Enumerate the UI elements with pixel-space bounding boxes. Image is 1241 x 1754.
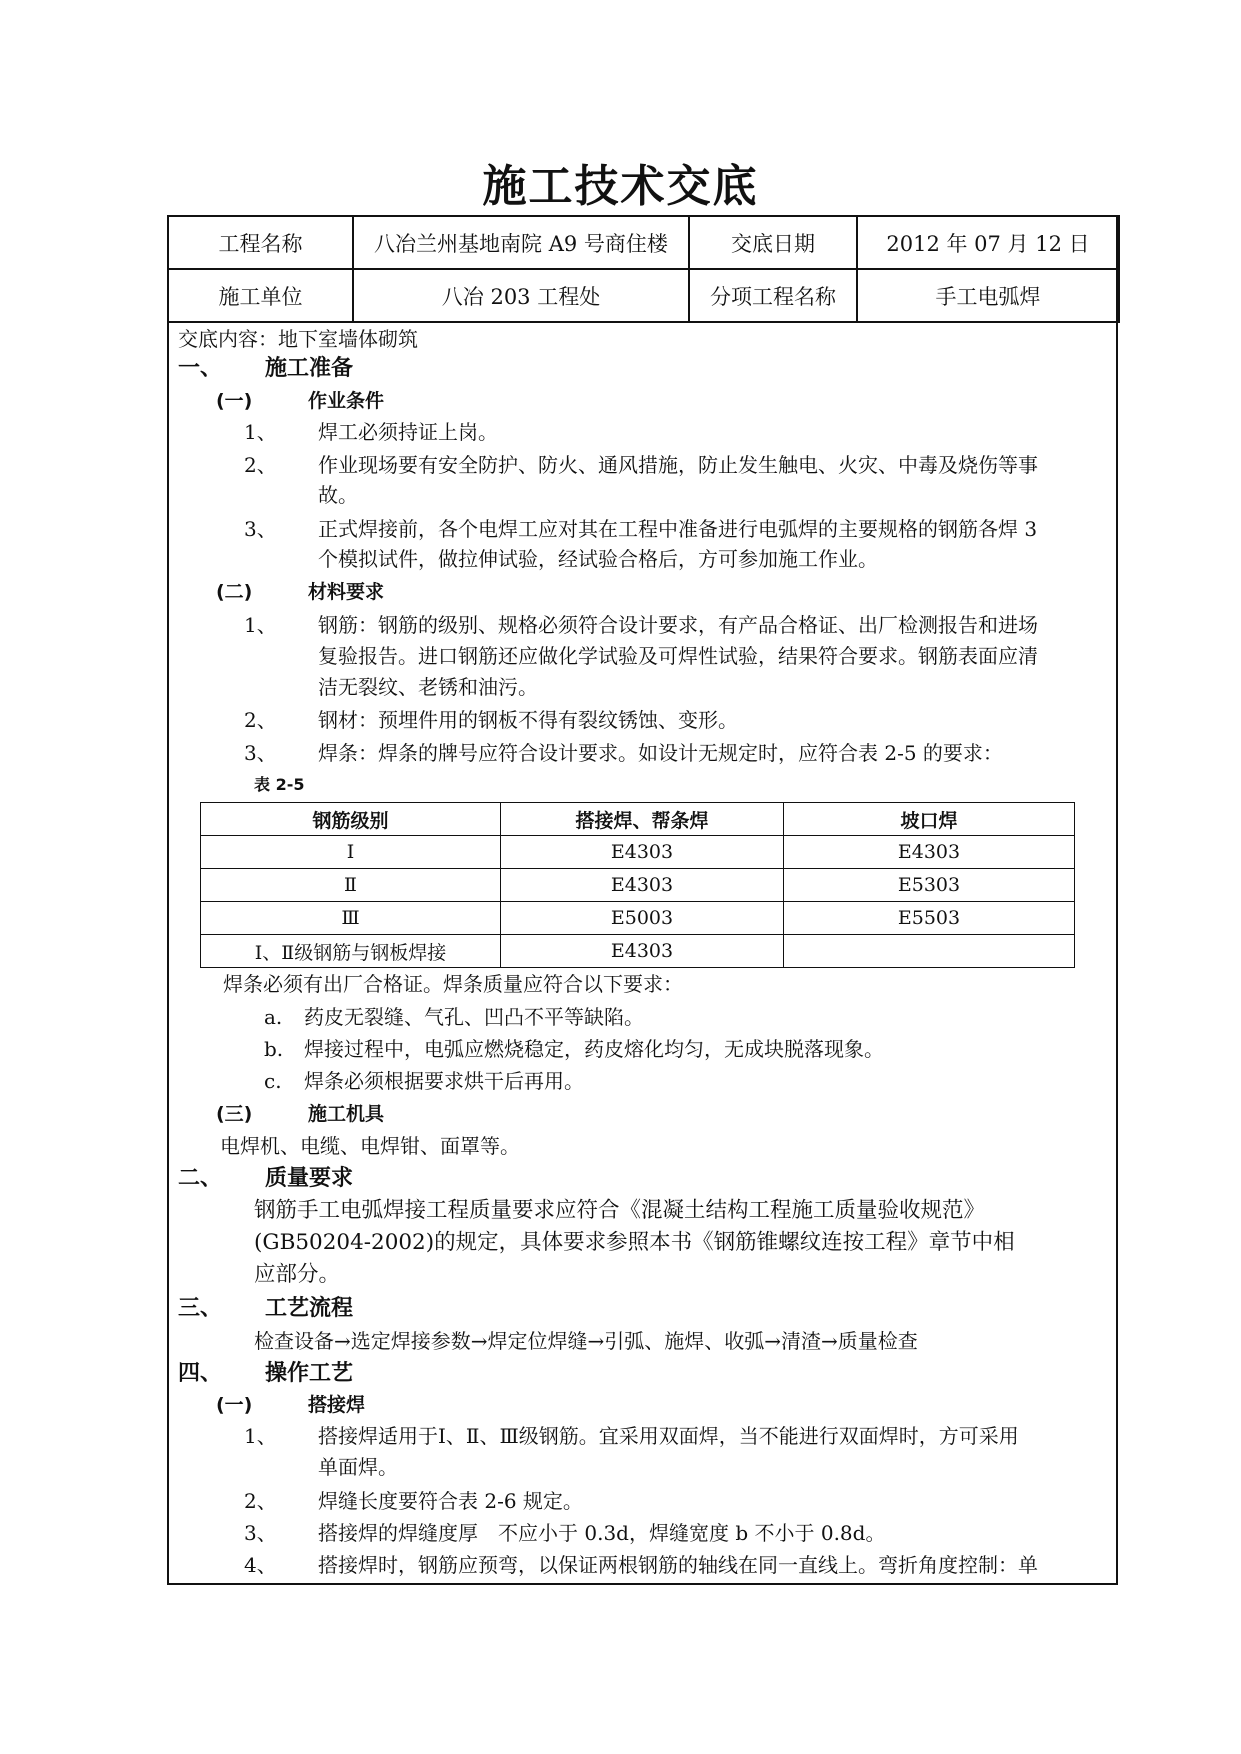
table-cell: [784, 935, 1075, 968]
item-number: 2、: [244, 708, 277, 732]
table-header: 坡口焊: [784, 803, 1075, 836]
subsection-number: (三): [216, 1103, 253, 1125]
table-row: [201, 935, 1075, 968]
item-text: 搭接焊的焊缝度厚 不应小于 0.3d，焊缝宽度 b 不小于 0.8d。: [318, 1521, 886, 1545]
item-text: 钢筋：钢筋的级别、规格必须符合设计要求，有产品合格证、出厂检测报告和进场: [318, 613, 1038, 637]
table-header-row: [201, 803, 1075, 836]
item-text: 洁无裂纹、老锈和油污。: [318, 675, 538, 699]
section-number: 三、: [178, 1296, 223, 1321]
section-title: 质量要求: [265, 1166, 354, 1191]
item-number: 2、: [244, 1489, 277, 1513]
item-text: 焊工必须持证上岗。: [318, 420, 498, 444]
section-number: 二、: [178, 1166, 223, 1191]
item-text: 故。: [318, 483, 358, 507]
table-header: 搭接焊、帮条焊: [501, 803, 784, 836]
section-number: 一、: [178, 356, 223, 381]
item-text: 搭接焊时，钢筋应预弯，以保证两根钢筋的轴线在同一直线上。弯折角度控制：单: [318, 1553, 1038, 1577]
table-cell: Ⅰ: [201, 836, 501, 869]
item-number: 1、: [244, 420, 277, 444]
list-letter: b.: [264, 1037, 284, 1061]
item-number: 3、: [244, 517, 277, 541]
list-letter: a.: [264, 1005, 283, 1029]
subsection-number: (一): [216, 390, 253, 412]
item-text: 复验报告。进口钢筋还应做化学试验及可焊性试验，结果符合要求。钢筋表面应清: [318, 644, 1038, 668]
header-table: [167, 215, 1120, 323]
paragraph-text: 电焊机、电缆、电焊钳、面罩等。: [220, 1134, 520, 1158]
list-item-text: 焊条必须根据要求烘干后再用。: [304, 1069, 584, 1093]
item-number: 4、: [244, 1553, 277, 1577]
table-cell: E4303: [501, 935, 784, 968]
item-text: 焊缝长度要符合表 2-6 规定。: [318, 1489, 583, 1513]
item-number: 1、: [244, 613, 277, 637]
table-cell: Ⅲ: [201, 902, 501, 935]
item-text: 作业现场要有安全防护、防火、通风措施，防止发生触电、火灾、中毒及烧伤等事: [318, 453, 1038, 477]
subsection-title: 搭接焊: [308, 1394, 366, 1416]
table-cell: Ⅱ: [201, 869, 501, 902]
electrode-table: [200, 802, 1075, 968]
item-text: 焊条：焊条的牌号应符合设计要求。如设计无规定时，应符合表 2-5 的要求：: [318, 741, 1003, 765]
table-cell: E5503: [784, 902, 1075, 935]
subsection-number: (一): [216, 1394, 253, 1416]
document-title: 施工技术交底: [482, 161, 759, 212]
subsection-title: 施工机具: [308, 1103, 385, 1125]
sub-project-value: 手工电弧焊: [857, 269, 1119, 322]
item-text: 钢材：预埋件用的钢板不得有裂纹锈蚀、变形。: [318, 708, 738, 732]
table-caption: 表 2-5: [254, 775, 305, 794]
paragraph-text: 应部分。: [254, 1262, 341, 1287]
sub-project-label: 分项工程名称: [689, 269, 857, 322]
content-intro: 交底内容：地下室墙体砌筑: [178, 327, 418, 351]
subsection-number: (二): [216, 581, 253, 603]
process-flow-text: 检查设备→选定焊接参数→焊定位焊缝→引弧、施焊、收弧→清渣→质量检查: [254, 1329, 918, 1353]
unit-value: 八冶 203 工程处: [353, 269, 689, 322]
table-cell: E4303: [501, 836, 784, 869]
paragraph-text: 钢筋手工电弧焊接工程质量要求应符合《混凝土结构工程施工质量验收规范》: [254, 1198, 986, 1223]
item-number: 3、: [244, 741, 277, 765]
subsection-title: 材料要求: [308, 581, 385, 603]
header-row: [168, 269, 1119, 322]
item-text: 单面焊。: [318, 1455, 398, 1479]
project-name-label: 工程名称: [168, 216, 353, 269]
date-value: 2012 年 07 月 12 日: [857, 216, 1119, 269]
header-row: [168, 216, 1119, 269]
table-row: [201, 869, 1075, 902]
item-number: 2、: [244, 453, 277, 477]
table-cell: E5303: [784, 869, 1075, 902]
list-item-text: 药皮无裂缝、气孔、凹凸不平等缺陷。: [304, 1005, 644, 1029]
item-text: 搭接焊适用于Ⅰ、Ⅱ、Ⅲ级钢筋。宜采用双面焊，当不能进行双面焊时，方可采用: [318, 1424, 1019, 1448]
table-row: [201, 902, 1075, 935]
table-cell: Ⅰ、Ⅱ级钢筋与钢板焊接: [201, 935, 501, 968]
section-title: 工艺流程: [265, 1296, 354, 1321]
table-header: 钢筋级别: [201, 803, 501, 836]
table-cell: E4303: [784, 836, 1075, 869]
project-name-value: 八冶兰州基地南院 A9 号商住楼: [353, 216, 689, 269]
list-letter: c.: [264, 1069, 282, 1093]
table-cell: E5003: [501, 902, 784, 935]
item-text: 个模拟试件，做拉伸试验，经试验合格后，方可参加施工作业。: [318, 547, 878, 571]
subsection-title: 作业条件: [308, 390, 385, 412]
item-number: 1、: [244, 1424, 277, 1448]
table-cell: E4303: [501, 869, 784, 902]
table-row: [201, 836, 1075, 869]
section-title: 施工准备: [265, 356, 354, 381]
unit-label: 施工单位: [168, 269, 353, 322]
paragraph-text: (GB50204-2002)的规定，具体要求参照本书《钢筋锥螺纹连按工程》章节中相: [254, 1230, 1015, 1255]
section-number: 四、: [178, 1361, 223, 1386]
item-number: 3、: [244, 1521, 277, 1545]
paragraph-text: 焊条必须有出厂合格证。焊条质量应符合以下要求：: [223, 972, 683, 996]
item-text: 正式焊接前，各个电焊工应对其在工程中准备进行电弧焊的主要规格的钢筋各焊 3: [318, 517, 1038, 541]
list-item-text: 焊接过程中，电弧应燃烧稳定，药皮熔化均匀，无成块脱落现象。: [304, 1037, 884, 1061]
section-title: 操作工艺: [265, 1361, 354, 1386]
date-label: 交底日期: [689, 216, 857, 269]
